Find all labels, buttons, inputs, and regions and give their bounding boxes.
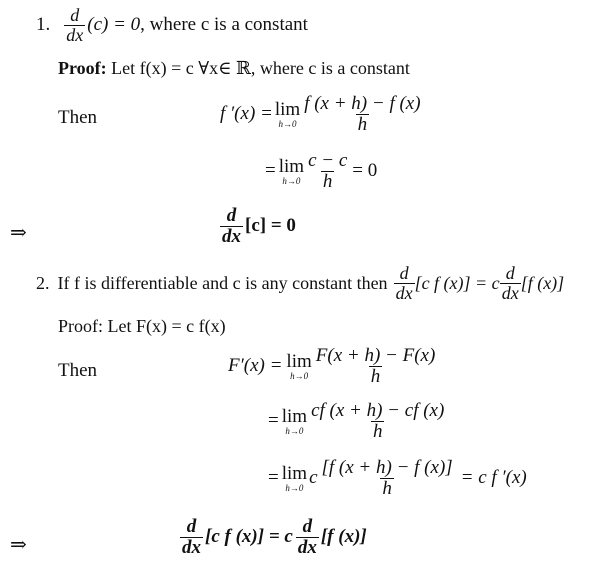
fraction-denominator: dx	[297, 536, 317, 558]
lim-sub: h→0	[290, 370, 309, 381]
item1-proof-line	[58, 58, 410, 79]
item1-deriv-den: dx	[66, 24, 84, 45]
fraction-denominator: dx	[182, 536, 201, 558]
item2-statement-text: If f is differentiable and c is any constant then	[57, 272, 388, 293]
item2-conclusion	[180, 517, 367, 558]
fraction-numerator: d	[302, 516, 313, 537]
fraction-numerator: d	[226, 205, 237, 226]
item1-line2-fraction	[306, 151, 349, 192]
item1-proof-text: Let f(x) = c ∀x∈ ℝ, where c is a constant	[111, 58, 410, 78]
item1-line1-lhs: f ′(x) =	[220, 103, 273, 125]
item2-statement-end: [f (x)]	[520, 272, 565, 293]
fraction-numerator: d	[399, 263, 409, 283]
item2-line1-lhs: F′(x) =	[228, 355, 283, 377]
item1-line2-limit	[279, 157, 304, 186]
item2-line1	[228, 346, 437, 387]
item1-implies-arrow: ⇒	[10, 222, 27, 244]
lim-text: lim	[274, 98, 301, 120]
item2-number: 2.	[36, 272, 50, 293]
item1-deriv-num: d	[70, 5, 80, 25]
equals-sign: =	[265, 160, 276, 182]
lim-sub: h→0	[282, 175, 301, 186]
fraction-denominator: h	[382, 477, 392, 499]
item2-line2-limit	[282, 407, 307, 436]
fraction-denominator: h	[372, 420, 383, 442]
lim-sub: h→0	[285, 482, 304, 493]
fraction-numerator: c − c	[308, 150, 348, 171]
item2-conclusion-operator-1	[180, 517, 203, 558]
fraction-numerator: d	[186, 516, 197, 537]
item2-statement-operator-2	[500, 264, 521, 303]
item2-statement-operator	[394, 264, 415, 303]
fraction-numerator: d	[505, 263, 515, 283]
fraction-numerator: F(x + h) − F(x)	[315, 345, 436, 366]
item1-then-label: Then	[58, 107, 98, 128]
item1-number: 1.	[36, 14, 51, 36]
item2-conclusion-operator-2	[296, 517, 319, 558]
fraction-numerator: cf (x + h) − cf (x)	[311, 400, 445, 421]
item1-expr: (c) = 0	[87, 14, 141, 36]
item2-statement-mid: [c f (x)] = c	[414, 272, 500, 293]
fraction-denominator: h	[357, 113, 368, 135]
item1-suffix: , where c is a constant	[140, 14, 308, 36]
item1-line1-fraction	[302, 94, 422, 135]
item2-line1-fraction	[314, 346, 438, 387]
lim-text: lim	[281, 405, 308, 427]
item1-line1	[220, 94, 423, 135]
item2-proof-line: Proof: Let F(x) = c f(x)	[58, 316, 226, 336]
fraction-numerator: [f (x + h) − f (x)]	[321, 457, 453, 478]
item2-conclusion-mid: [c f (x)] = c	[205, 526, 293, 548]
item2-implies-arrow: ⇒	[10, 534, 27, 556]
item1-line2-result: = 0	[352, 160, 378, 182]
item2-statement	[36, 264, 564, 303]
lim-text: lim	[278, 155, 305, 177]
item2-line3-limit	[282, 464, 307, 493]
item2-line3-result: = c f ′(x)	[460, 467, 527, 489]
item1-line2	[265, 151, 377, 192]
item1-line1-limit	[275, 100, 300, 129]
fraction-denominator: dx	[395, 282, 413, 303]
lim-sub: h→0	[278, 118, 297, 129]
item2-line3	[268, 458, 527, 499]
item1-statement	[36, 6, 308, 45]
item2-line2-fraction	[309, 401, 446, 442]
fraction-denominator: dx	[222, 225, 241, 247]
item1-conclusion	[220, 206, 296, 247]
item1-proof-label: Proof:	[58, 58, 107, 78]
item1-conclusion-operator	[220, 206, 243, 247]
equals-sign: =	[268, 410, 279, 432]
fraction-denominator: h	[322, 170, 333, 192]
equals-sign: =	[268, 467, 279, 489]
item1-conclusion-expr: [c] = 0	[245, 215, 296, 237]
item2-line2	[268, 401, 446, 442]
item2-line3-constant: c	[309, 467, 318, 489]
item2-line3-fraction	[320, 458, 455, 499]
fraction-numerator: f (x + h) − f (x)	[304, 93, 421, 114]
item2-then-label: Then	[58, 360, 98, 381]
lim-sub: h→0	[285, 425, 304, 436]
fraction-denominator: h	[370, 365, 381, 387]
fraction-denominator: dx	[501, 282, 519, 303]
item1-derivative-operator	[64, 6, 85, 45]
lim-text: lim	[286, 350, 312, 372]
item2-line1-limit	[286, 352, 311, 381]
item2-conclusion-end: [f (x)]	[320, 526, 367, 548]
lim-text: lim	[281, 462, 308, 484]
